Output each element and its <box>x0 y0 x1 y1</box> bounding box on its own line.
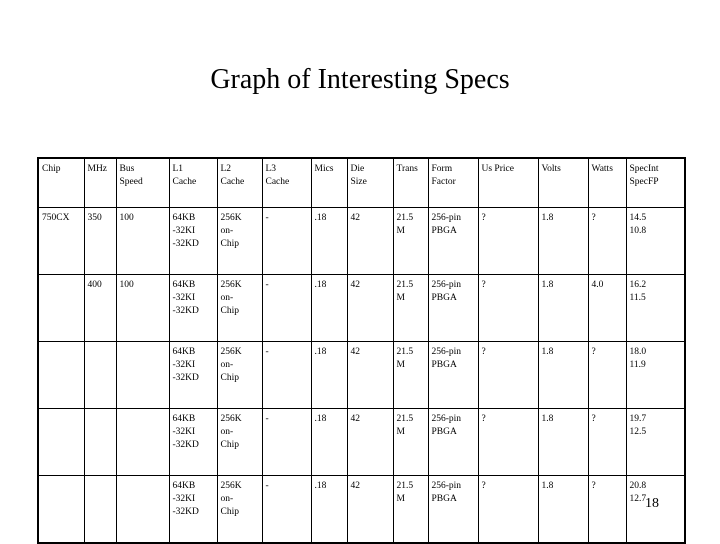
page-number: 18 <box>645 496 659 511</box>
table-cell <box>217 476 262 544</box>
cell-value: ? <box>481 347 486 357</box>
table-cell <box>311 342 347 409</box>
cell-value: 42 <box>350 213 360 223</box>
table-cell <box>311 476 347 544</box>
table-cell <box>538 476 588 544</box>
column-header <box>84 158 116 208</box>
cell-value: 21.5 M <box>396 213 414 236</box>
column-header-label: Watts <box>591 164 613 174</box>
cell-value: ? <box>591 213 596 223</box>
table-cell <box>347 409 393 476</box>
column-header-label: Trans <box>396 164 418 174</box>
table-cell <box>428 208 478 275</box>
table-cell <box>38 409 84 476</box>
column-header-label: L2 Cache <box>220 164 245 187</box>
column-header-label: Chip <box>42 164 61 174</box>
cell-value: 1.8 <box>541 481 554 491</box>
table-cell <box>347 342 393 409</box>
column-header-label: Us Price <box>481 164 514 174</box>
table-cell <box>428 476 478 544</box>
table-cell <box>262 476 311 544</box>
column-header <box>262 158 311 208</box>
table-cell <box>262 208 311 275</box>
cell-value: 64KB -32KI -32KD <box>172 280 199 316</box>
cell-value: .18 <box>314 414 327 424</box>
cell-value: 256K on- Chip <box>220 481 242 517</box>
cell-value: ? <box>591 347 596 357</box>
column-header <box>428 158 478 208</box>
cell-value: 21.5 M <box>396 481 414 504</box>
cell-value: 256-pin PBGA <box>431 213 462 236</box>
table-cell <box>428 409 478 476</box>
column-header-label: Die Size <box>350 164 367 187</box>
slide-title: Graph of Interesting Specs <box>210 64 510 95</box>
table-cell <box>588 342 626 409</box>
table-row <box>38 342 685 409</box>
table-cell <box>311 208 347 275</box>
column-header-label: SpecInt SpecFP <box>629 164 659 187</box>
table-cell <box>478 275 538 342</box>
specs-table <box>37 157 686 544</box>
cell-value: .18 <box>314 481 327 491</box>
cell-value: .18 <box>314 347 327 357</box>
cell-value: 100 <box>119 280 134 290</box>
cell-value: .18 <box>314 213 327 223</box>
cell-value: 1.8 <box>541 213 554 223</box>
cell-value: - <box>265 347 269 357</box>
table-cell <box>393 476 428 544</box>
table-cell <box>626 208 685 275</box>
cell-value: 1.8 <box>541 414 554 424</box>
cell-value: 42 <box>350 481 360 491</box>
cell-value: 256K on- Chip <box>220 213 242 249</box>
cell-value: 256-pin PBGA <box>431 347 462 370</box>
table-cell <box>626 409 685 476</box>
table-cell <box>626 275 685 342</box>
table-cell <box>311 275 347 342</box>
table-cell <box>428 342 478 409</box>
cell-value: 256-pin PBGA <box>431 280 462 303</box>
cell-value: ? <box>481 414 486 424</box>
table-cell <box>84 275 116 342</box>
cell-value: ? <box>481 280 486 290</box>
column-header-label: Form Factor <box>431 164 456 187</box>
column-header-label: L1 Cache <box>172 164 197 187</box>
table-cell <box>588 208 626 275</box>
table-cell <box>38 476 84 544</box>
cell-value: ? <box>591 481 596 491</box>
cell-value: 256K on- Chip <box>220 280 242 316</box>
table-cell <box>347 275 393 342</box>
table-cell <box>38 275 84 342</box>
table-cell <box>169 208 217 275</box>
cell-value: 18.0 11.9 <box>629 347 647 370</box>
table-cell <box>347 208 393 275</box>
cell-value: 256K on- Chip <box>220 414 242 450</box>
table-cell <box>116 409 169 476</box>
cell-value: 350 <box>87 213 102 223</box>
table-cell <box>262 342 311 409</box>
column-header-label: Volts <box>541 164 561 174</box>
cell-value: 42 <box>350 414 360 424</box>
table-cell <box>116 275 169 342</box>
table-cell <box>84 476 116 544</box>
table-cell <box>478 476 538 544</box>
table-cell <box>588 476 626 544</box>
table-cell <box>478 409 538 476</box>
cell-value: 1.8 <box>541 347 554 357</box>
column-header <box>169 158 217 208</box>
cell-value: 14.5 10.8 <box>629 213 647 236</box>
cell-value: .18 <box>314 280 327 290</box>
table-cell <box>169 409 217 476</box>
table-cell <box>116 476 169 544</box>
column-header <box>538 158 588 208</box>
cell-value: 64KB -32KI -32KD <box>172 414 199 450</box>
table-cell <box>38 342 84 409</box>
cell-value: 19.7 12.5 <box>629 414 647 437</box>
table-cell <box>217 275 262 342</box>
column-header <box>347 158 393 208</box>
table-cell <box>217 342 262 409</box>
table-cell <box>84 409 116 476</box>
cell-value: 1.8 <box>541 280 554 290</box>
table-cell <box>262 409 311 476</box>
table-cell <box>217 409 262 476</box>
table-cell <box>116 342 169 409</box>
table-cell <box>38 208 84 275</box>
table-cell <box>347 476 393 544</box>
table-cell <box>262 275 311 342</box>
cell-value: ? <box>481 213 486 223</box>
table-cell <box>169 476 217 544</box>
cell-value: 64KB -32KI -32KD <box>172 347 199 383</box>
cell-value: - <box>265 213 269 223</box>
table-row <box>38 275 685 342</box>
table-cell <box>217 208 262 275</box>
table-cell <box>169 275 217 342</box>
table-cell <box>393 409 428 476</box>
cell-value: 256-pin PBGA <box>431 414 462 437</box>
column-header-label: L3 Cache <box>265 164 290 187</box>
table-row <box>38 409 685 476</box>
table-cell <box>478 342 538 409</box>
table-cell <box>478 208 538 275</box>
table-cell <box>538 275 588 342</box>
table-cell <box>116 208 169 275</box>
column-header <box>478 158 538 208</box>
table-cell <box>84 342 116 409</box>
column-header <box>311 158 347 208</box>
table-cell <box>588 275 626 342</box>
cell-value: 256K on- Chip <box>220 347 242 383</box>
cell-value: 4.0 <box>591 280 604 290</box>
cell-value: 21.5 M <box>396 414 414 437</box>
cell-value: 256-pin PBGA <box>431 481 462 504</box>
table-cell <box>588 409 626 476</box>
cell-value: 750CX <box>42 213 70 223</box>
cell-value: 42 <box>350 280 360 290</box>
cell-value: - <box>265 280 269 290</box>
cell-value: - <box>265 481 269 491</box>
header-row <box>38 158 685 208</box>
cell-value: - <box>265 414 269 424</box>
table-cell <box>393 275 428 342</box>
table-row <box>38 476 685 544</box>
cell-value: 400 <box>87 280 102 290</box>
cell-value: 21.5 M <box>396 280 414 303</box>
cell-value: 21.5 M <box>396 347 414 370</box>
column-header-label: MHz <box>87 164 108 174</box>
cell-value: 42 <box>350 347 360 357</box>
cell-value: 16.2 11.5 <box>629 280 647 303</box>
cell-value: 20.8 12.7 <box>629 481 647 504</box>
column-header <box>217 158 262 208</box>
table-cell <box>538 208 588 275</box>
cell-value: ? <box>591 414 596 424</box>
column-header <box>588 158 626 208</box>
table-cell <box>311 409 347 476</box>
table-cell <box>538 342 588 409</box>
column-header-label: Bus Speed <box>119 164 143 187</box>
table-cell <box>428 275 478 342</box>
column-header <box>116 158 169 208</box>
column-header <box>38 158 84 208</box>
table-cell <box>393 342 428 409</box>
cell-value: 64KB -32KI -32KD <box>172 213 199 249</box>
cell-value: 100 <box>119 213 134 223</box>
table-cell <box>393 208 428 275</box>
column-header <box>626 158 685 208</box>
cell-value: 64KB -32KI -32KD <box>172 481 199 517</box>
table-row <box>38 208 685 275</box>
table-cell <box>84 208 116 275</box>
column-header <box>393 158 428 208</box>
table-cell <box>169 342 217 409</box>
table-cell <box>626 342 685 409</box>
table-cell <box>538 409 588 476</box>
cell-value: ? <box>481 481 486 491</box>
column-header-label: Mics <box>314 164 334 174</box>
